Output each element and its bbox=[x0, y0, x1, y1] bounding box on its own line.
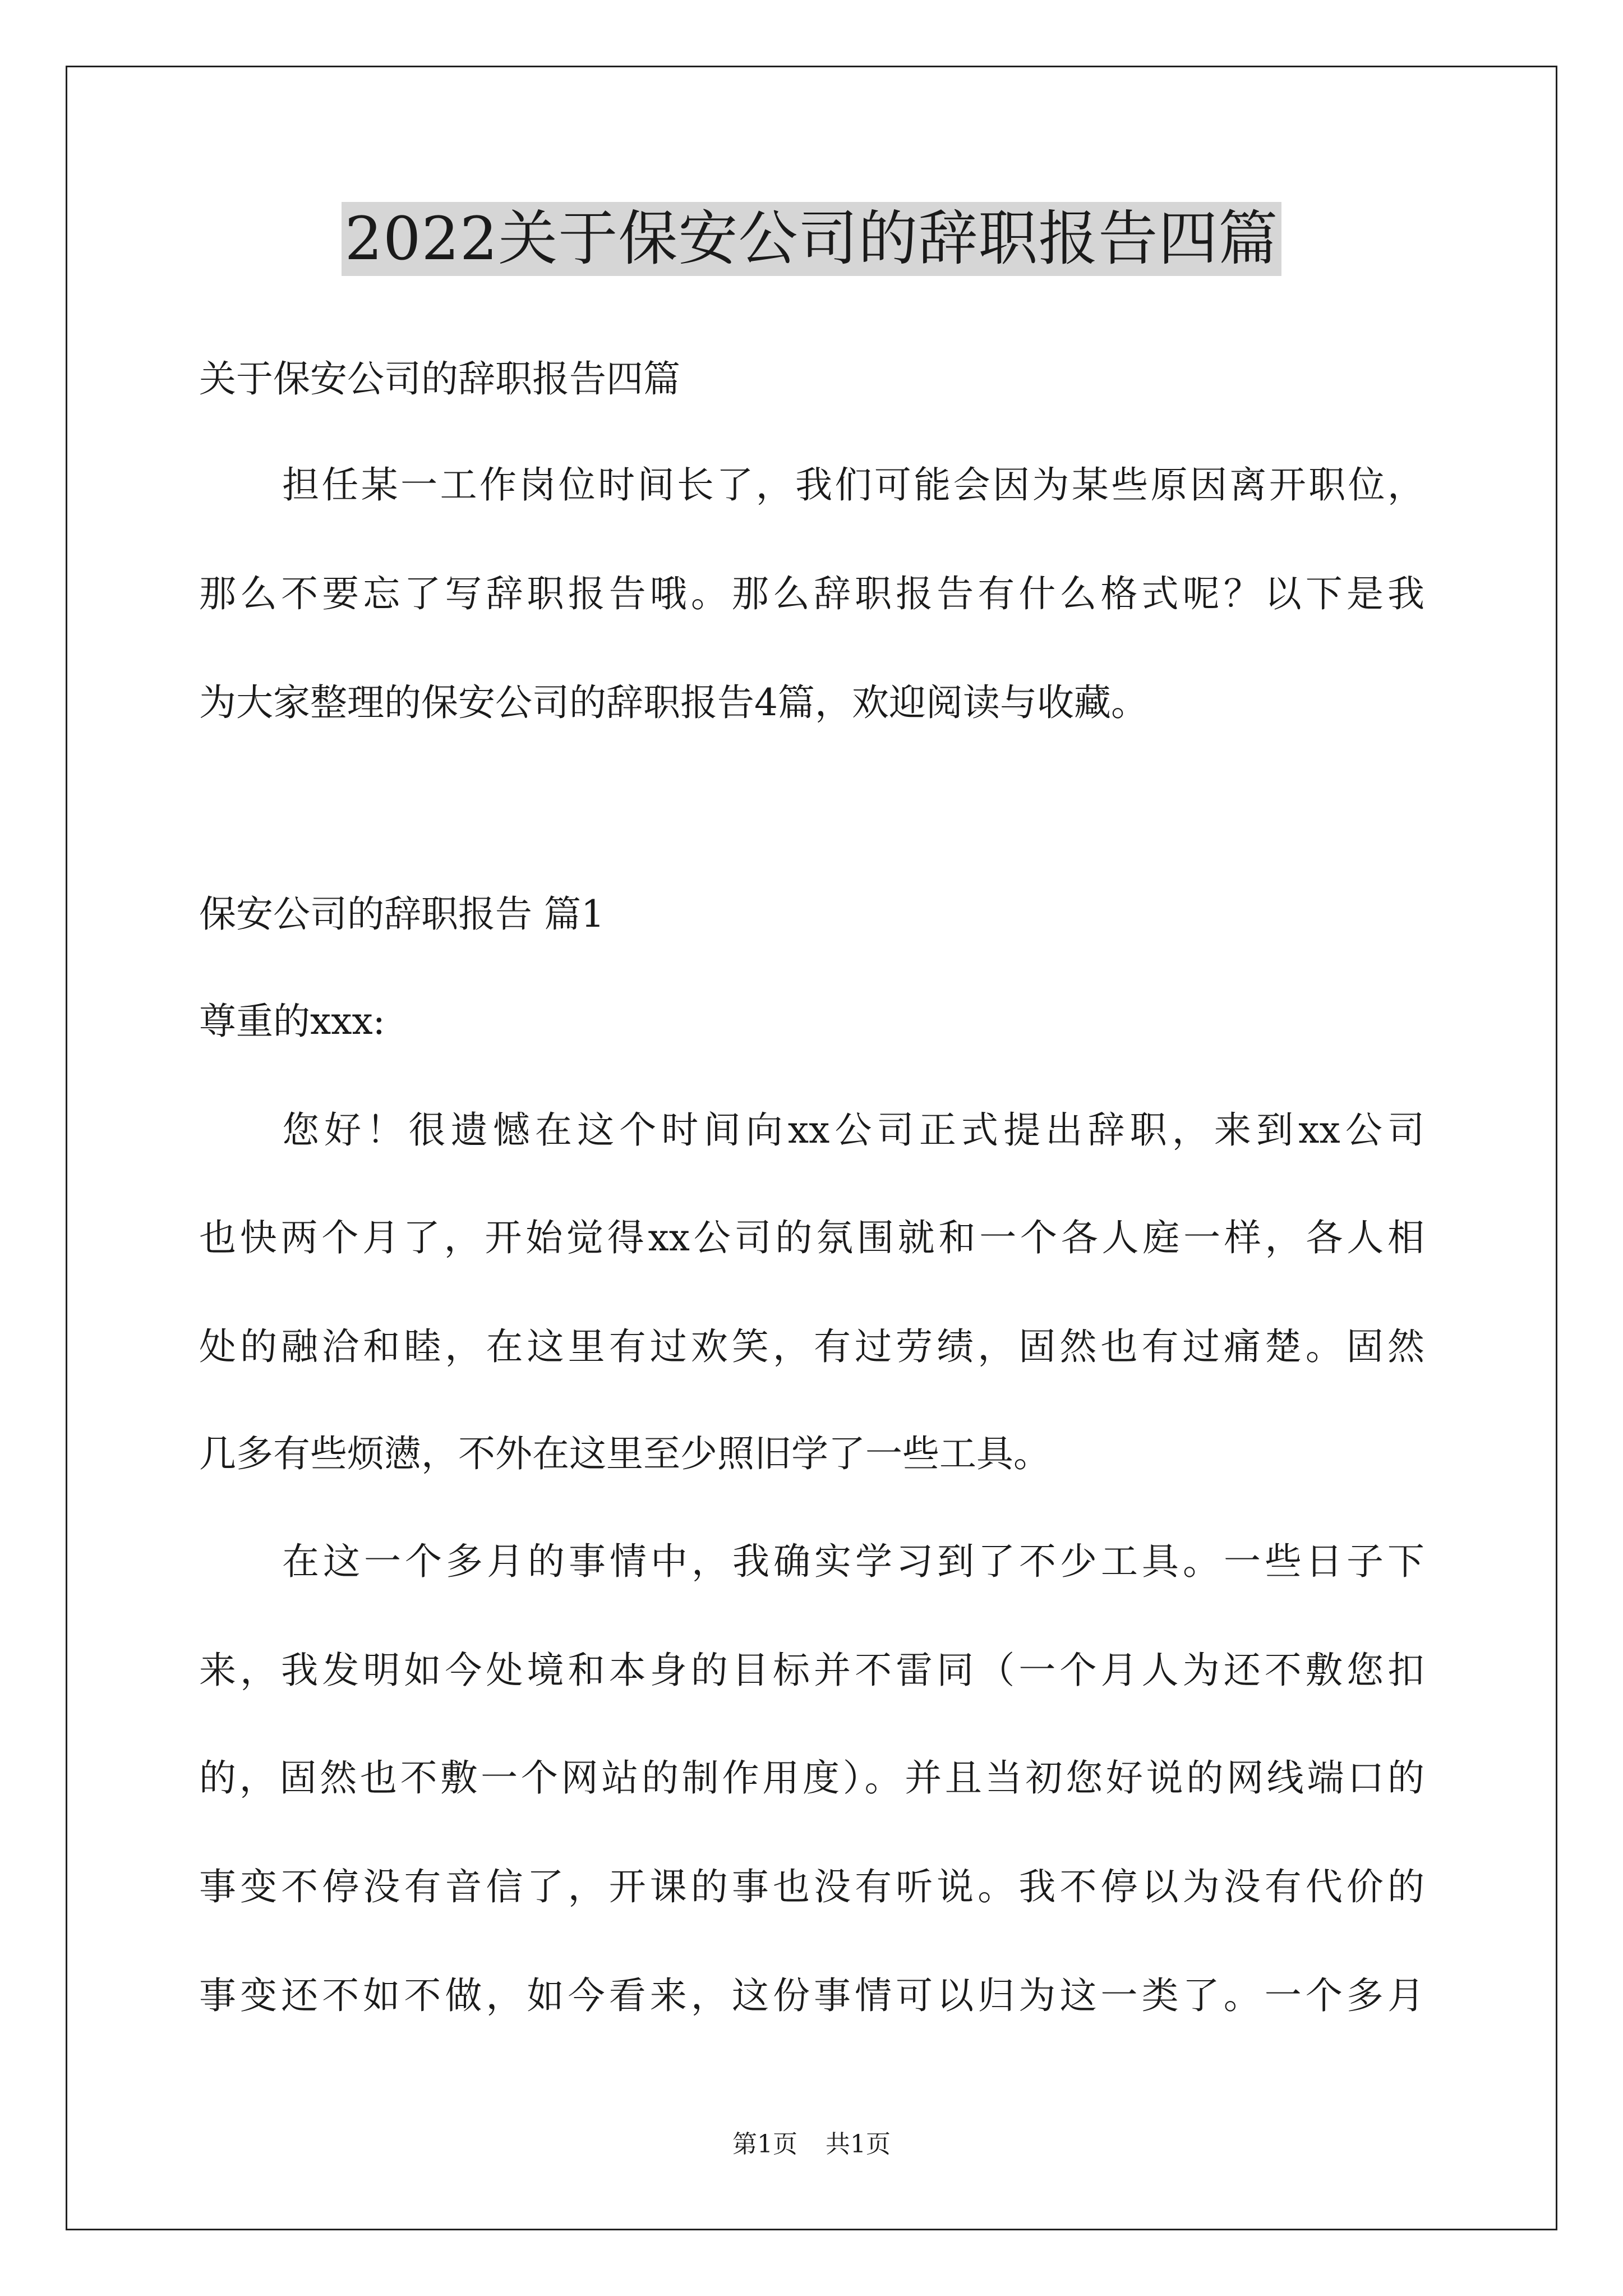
page-current: 第1页 bbox=[732, 2130, 797, 2159]
paragraph1-line-4: 几多有些烦懑，不外在这里至少照旧学了一些工具。 bbox=[199, 1432, 1050, 1475]
subtitle: 关于保安公司的辞职报告四篇 bbox=[199, 357, 680, 401]
salutation: 尊重的xxx: bbox=[199, 1000, 385, 1043]
intro-line-2: 那么不要忘了写辞职报告哦。那么辞职报告有什么格式呢？以下是我 bbox=[199, 572, 1424, 615]
intro-line-1: 担任某一工作岗位时间长了，我们可能会因为某些原因离开职位， bbox=[282, 463, 1424, 507]
paragraph1-line-3: 处的融洽和睦，在这里有过欢笑，有过劳绩，固然也有过痛楚。固然 bbox=[199, 1325, 1424, 1368]
paragraph2-line-3: 的，固然也不敷一个网站的制作用度）。并且当初您好说的网线端口的 bbox=[199, 1756, 1424, 1800]
paragraph1-line-2: 也快两个月了，开始觉得xx公司的氛围就和一个各人庭一样，各人相 bbox=[199, 1216, 1424, 1259]
section-heading: 保安公司的辞职报告 篇1 bbox=[199, 892, 605, 936]
paragraph2-line-4: 事变不停没有音信了，开课的事也没有听说。我不停以为没有代价的 bbox=[199, 1865, 1424, 1908]
paragraph2-line-1: 在这一个多月的事情中，我确实学习到了不少工具。一些日子下 bbox=[282, 1540, 1424, 1583]
paragraph1-line-1: 您好！很遗憾在这个时间向xx公司正式提出辞职，来到xx公司 bbox=[282, 1108, 1424, 1152]
intro-line-3: 为大家整理的保安公司的辞职报告4篇，欢迎阅读与收藏。 bbox=[199, 681, 1148, 724]
page-footer bbox=[0, 2128, 1623, 2161]
page-total: 共1页 bbox=[826, 2130, 891, 2159]
paragraph2-line-2: 来，我发明如今处境和本身的目标并不雷同（一个月人为还不敷您扣 bbox=[199, 1649, 1424, 1692]
document-title: 2022关于保安公司的辞职报告四篇 bbox=[342, 202, 1282, 276]
paragraph2-line-5: 事变还不如不做，如今看来，这份事情可以归为这一类了。一个多月 bbox=[199, 1974, 1424, 2017]
title-container bbox=[0, 202, 1623, 276]
